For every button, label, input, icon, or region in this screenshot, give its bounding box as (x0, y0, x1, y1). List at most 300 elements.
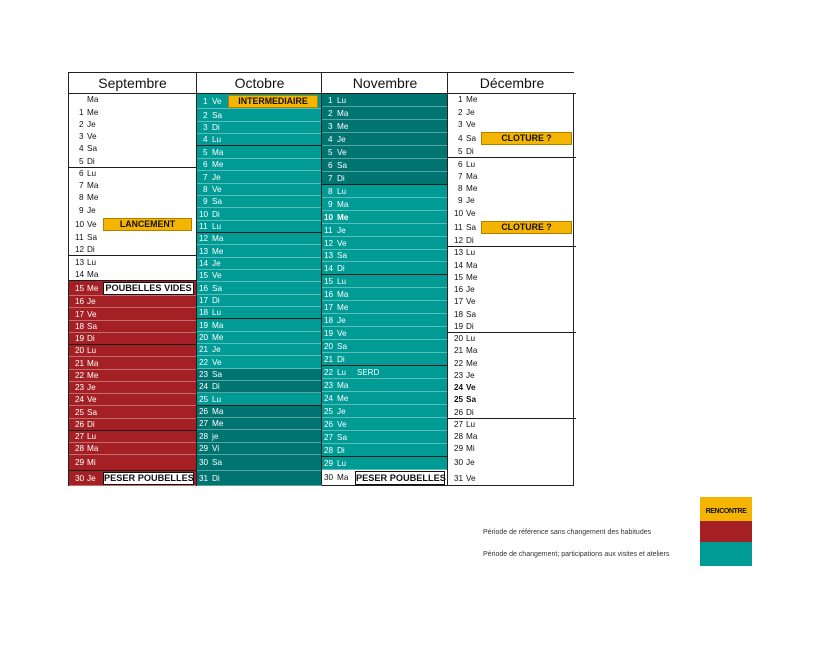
day-cell (322, 366, 448, 379)
day-number: 13 (324, 251, 334, 260)
day-number: 11 (454, 223, 463, 232)
day-weekday: Ma (337, 473, 349, 482)
day-number: 29 (75, 458, 85, 467)
day-cell (197, 270, 322, 282)
day-cell (69, 94, 196, 106)
day-weekday: Di (212, 210, 220, 219)
day-weekday: Me (212, 419, 224, 428)
day-cell (448, 296, 576, 308)
day-number: 28 (75, 444, 85, 453)
day-number: 7 (328, 174, 333, 183)
day-number: 6 (203, 160, 208, 169)
day-number: 10 (75, 220, 85, 229)
day-weekday: Di (466, 147, 474, 156)
day-weekday: Ma (466, 261, 478, 270)
day-number: 14 (454, 261, 464, 270)
day-weekday: Ve (466, 383, 476, 392)
day-cell (197, 233, 322, 245)
day-weekday: Lu (87, 346, 97, 355)
day-cell (322, 250, 448, 262)
day-weekday: Ma (87, 181, 99, 190)
day-cell (322, 172, 448, 185)
day-number: 8 (328, 187, 333, 196)
day-number: 24 (75, 395, 85, 404)
day-cell (197, 356, 322, 369)
day-number: 20 (324, 342, 334, 351)
day-cell (448, 284, 576, 296)
day-cell (448, 308, 576, 321)
day-cell (197, 159, 322, 171)
day-number: 14 (324, 264, 334, 273)
month-column-3 (321, 73, 448, 485)
day-cell (69, 321, 196, 333)
day-cell (69, 192, 196, 204)
day-number: 30 (199, 458, 209, 467)
day-cell (322, 262, 448, 275)
day-weekday: Lu (466, 248, 476, 257)
day-cell (69, 455, 196, 471)
day-cell (448, 272, 576, 284)
day-cell (197, 443, 322, 455)
day-cell (448, 443, 576, 455)
day-cell (197, 245, 322, 258)
day-number: 28 (454, 432, 464, 441)
day-weekday: Di (337, 355, 345, 364)
day-cell (69, 232, 196, 244)
day-cell (69, 131, 196, 143)
day-number: 10 (324, 213, 334, 222)
day-weekday: Ve (466, 297, 476, 306)
day-weekday: Sa (337, 251, 348, 260)
day-cell (448, 471, 576, 486)
day-weekday: Me (466, 95, 478, 104)
day-weekday: Me (466, 184, 478, 193)
day-cell (322, 444, 448, 457)
day-number: 22 (75, 371, 85, 380)
day-number: 18 (75, 322, 85, 331)
day-weekday: Ve (87, 132, 97, 141)
day-weekday: Lu (337, 187, 347, 196)
day-cell (448, 455, 576, 471)
day-cell (197, 282, 322, 295)
day-cell (197, 369, 322, 381)
day-weekday: Lu (466, 420, 476, 429)
day-number: 23 (324, 381, 334, 390)
day-cell (197, 393, 322, 406)
day-cell (322, 133, 448, 146)
day-weekday: Sa (466, 310, 477, 319)
day-cell (448, 119, 576, 131)
month-column-2 (196, 73, 322, 485)
day-cell (197, 332, 322, 344)
event-poubelles-vides: POUBELLES VIDES (103, 282, 194, 295)
day-cell (197, 184, 322, 196)
day-cell (69, 256, 196, 269)
day-number: 23 (75, 383, 85, 392)
day-number: 20 (75, 346, 85, 355)
day-weekday: Me (466, 359, 478, 368)
day-cell (197, 381, 322, 393)
day-cell (197, 258, 322, 270)
day-number: 22 (199, 358, 209, 367)
day-weekday: Me (212, 247, 224, 256)
day-cell (69, 394, 196, 406)
day-cell (322, 198, 448, 211)
day-weekday: Ma (212, 407, 224, 416)
day-number: 19 (75, 334, 85, 343)
day-weekday: Di (87, 334, 95, 343)
day-weekday: Vi (212, 444, 220, 453)
day-number: 27 (454, 420, 464, 429)
day-weekday: je (212, 432, 219, 441)
day-cell (69, 119, 196, 131)
day-cell (69, 345, 196, 357)
day-cell (322, 94, 448, 107)
day-weekday: Je (466, 371, 475, 380)
day-number: 17 (454, 297, 464, 306)
event-cloture-2: CLOTURE ? (481, 221, 572, 234)
day-number: 12 (454, 236, 464, 245)
day-weekday: Ve (466, 474, 476, 483)
day-weekday: Je (212, 345, 221, 354)
day-cell (448, 259, 576, 272)
day-number: 23 (199, 370, 209, 379)
day-weekday: Ve (337, 329, 347, 338)
day-cell (448, 94, 576, 106)
day-number: 24 (454, 383, 464, 392)
day-number: 9 (328, 200, 333, 209)
day-cell (69, 370, 196, 382)
day-number: 4 (328, 135, 333, 144)
day-number: 17 (324, 303, 334, 312)
day-number: 29 (324, 459, 334, 468)
day-weekday: Sa (466, 395, 477, 404)
day-weekday: Je (466, 458, 475, 467)
day-number: 4 (203, 135, 208, 144)
day-weekday: Ma (212, 148, 224, 157)
day-cell (69, 333, 196, 345)
day-number: 24 (199, 382, 209, 391)
day-number: 10 (454, 209, 464, 218)
day-cell (322, 275, 448, 288)
day-cell (448, 382, 576, 394)
day-number: 16 (75, 297, 85, 306)
day-weekday: Je (466, 285, 475, 294)
day-cell (322, 327, 448, 340)
day-weekday: Di (87, 420, 95, 429)
day-cell (69, 244, 196, 256)
day-weekday: Ma (337, 290, 349, 299)
day-number: 13 (454, 248, 464, 257)
day-weekday: Lu (87, 169, 97, 178)
day-weekday: Je (337, 407, 346, 416)
day-number: 22 (324, 368, 334, 377)
day-weekday: Lu (87, 258, 97, 267)
event-intermediaire: INTERMEDIAIRE (228, 95, 318, 108)
day-weekday: Ma (87, 95, 99, 104)
day-weekday: Di (212, 296, 220, 305)
day-cell (69, 308, 196, 321)
month-header: Décembre (448, 73, 576, 94)
day-number: 5 (328, 148, 333, 157)
day-weekday: Ve (337, 420, 347, 429)
day-weekday: Ma (337, 381, 349, 390)
day-number: 25 (75, 408, 85, 417)
day-number: 5 (203, 148, 208, 157)
day-cell (322, 405, 448, 418)
day-weekday: Ve (466, 120, 476, 129)
day-number: 1 (458, 95, 463, 104)
day-number: 30 (324, 473, 334, 482)
day-cell (448, 183, 576, 195)
legend-rencontre-label: RENCONTRE (705, 508, 747, 515)
day-number: 2 (458, 108, 463, 117)
day-weekday: Sa (87, 144, 98, 153)
day-number: 16 (324, 290, 334, 299)
day-cell (448, 345, 576, 357)
day-cell (197, 109, 322, 122)
day-cell (322, 392, 448, 405)
day-number: 31 (199, 474, 209, 483)
day-cell (322, 120, 448, 133)
day-weekday: Je (212, 259, 221, 268)
day-cell (69, 443, 196, 455)
day-weekday: Sa (337, 161, 348, 170)
day-cell (197, 122, 322, 134)
day-cell (69, 106, 196, 119)
day-number: 1 (79, 108, 84, 117)
day-cell (448, 406, 576, 419)
day-number: 27 (75, 432, 85, 441)
day-cell (448, 158, 576, 171)
day-number: 13 (75, 258, 85, 267)
day-weekday: Me (337, 213, 349, 222)
day-number: 3 (328, 122, 333, 131)
day-weekday: Je (337, 316, 346, 325)
day-cell (197, 196, 322, 208)
day-number: 2 (203, 111, 208, 120)
day-weekday: Ma (87, 444, 99, 453)
day-weekday: Ve (212, 185, 222, 194)
day-cell (448, 146, 576, 158)
day-cell (197, 146, 322, 159)
day-weekday: Me (337, 303, 349, 312)
event-peser-sept: PESER POUBELLES (104, 473, 194, 483)
day-number: 1 (328, 96, 333, 105)
day-cell (197, 471, 322, 486)
day-cell (197, 171, 322, 184)
day-cell (197, 455, 322, 471)
day-number: 25 (199, 395, 209, 404)
day-weekday: Ma (212, 234, 224, 243)
day-cell (448, 321, 576, 333)
day-cell (197, 344, 322, 356)
legend-swatch-rencontre (700, 497, 752, 521)
legend-swatch-changement (700, 542, 752, 566)
day-number: 3 (79, 132, 84, 141)
day-number: 24 (324, 394, 334, 403)
day-weekday: Me (87, 108, 99, 117)
month-header: Septembre (69, 73, 196, 94)
day-number: 11 (75, 233, 84, 242)
day-number: 9 (203, 197, 208, 206)
day-cell (448, 235, 576, 247)
day-cell (69, 382, 196, 394)
day-number: 6 (458, 160, 463, 169)
day-weekday: Di (337, 174, 345, 183)
day-cell (448, 370, 576, 382)
day-number: 31 (454, 474, 464, 483)
day-number: 12 (75, 245, 85, 254)
legend-changement-text: Période de changement; participations aux visites et ateliers (483, 551, 670, 558)
day-number: 2 (328, 109, 333, 118)
day-weekday: Lu (87, 432, 97, 441)
day-number: 25 (324, 407, 334, 416)
day-weekday: Ve (87, 310, 97, 319)
day-weekday: Mi (466, 444, 475, 453)
day-number: 22 (454, 359, 464, 368)
day-weekday: Di (212, 123, 220, 132)
day-number: 27 (199, 419, 209, 428)
day-number: 8 (458, 184, 463, 193)
day-cell (197, 295, 322, 307)
day-number: 26 (324, 420, 334, 429)
day-number: 28 (324, 446, 334, 455)
day-weekday: Je (212, 173, 221, 182)
day-number: 11 (324, 226, 333, 235)
day-cell (322, 431, 448, 444)
day-cell (197, 134, 322, 146)
day-weekday: Lu (212, 135, 222, 144)
day-weekday: Ma (212, 321, 224, 330)
day-number: 7 (203, 173, 208, 182)
day-number: 2 (79, 120, 84, 129)
day-weekday: Me (337, 122, 349, 131)
calendar-grid (68, 72, 574, 486)
day-number: 9 (458, 196, 463, 205)
day-number: 7 (458, 172, 463, 181)
day-cell (69, 431, 196, 443)
day-weekday: Ve (212, 271, 222, 280)
day-cell (69, 168, 196, 180)
day-number: 23 (454, 371, 464, 380)
day-weekday: Ma (87, 359, 99, 368)
day-weekday: Ma (466, 432, 478, 441)
day-number: 15 (324, 277, 334, 286)
day-number: 5 (458, 147, 463, 156)
day-weekday: Ma (466, 346, 478, 355)
day-weekday: Ve (212, 97, 222, 106)
day-cell (69, 204, 196, 217)
day-weekday: Lu (466, 160, 476, 169)
day-cell (322, 340, 448, 353)
day-weekday: Je (466, 108, 475, 117)
day-weekday: Me (212, 333, 224, 342)
day-weekday: Ve (87, 395, 97, 404)
day-number: 6 (79, 169, 84, 178)
event-lancement: LANCEMENT (103, 218, 192, 231)
day-weekday: Ve (337, 239, 347, 248)
legend-reference-text: Période de référence sans changement des habitudes (483, 529, 652, 536)
day-weekday: Je (337, 226, 346, 235)
event-peser-nov: PESER POUBELLES (356, 473, 446, 483)
day-number: 5 (79, 157, 84, 166)
day-weekday: Me (466, 273, 478, 282)
day-number: 9 (79, 206, 84, 215)
day-weekday: Di (212, 382, 220, 391)
day-weekday: Di (337, 446, 345, 455)
legend-swatch-reference (700, 521, 752, 542)
day-number: 21 (199, 345, 209, 354)
day-weekday: Sa (212, 458, 223, 467)
day-cell (322, 379, 448, 392)
day-weekday: Lu (212, 308, 222, 317)
day-cell (69, 155, 196, 168)
day-cell (322, 418, 448, 431)
day-number: 6 (328, 161, 333, 170)
day-weekday: Me (337, 394, 349, 403)
day-number: 17 (199, 296, 209, 305)
day-number: 20 (199, 333, 209, 342)
day-cell (448, 247, 576, 259)
day-weekday: Ve (87, 220, 97, 229)
day-weekday: Sa (466, 134, 477, 143)
day-number: 1 (203, 97, 208, 106)
day-cell (197, 418, 322, 430)
day-cell (69, 406, 196, 419)
day-weekday: Di (87, 157, 95, 166)
day-cell (322, 314, 448, 327)
day-number: 13 (199, 247, 209, 256)
day-cell (197, 208, 322, 221)
day-number: 16 (199, 284, 209, 293)
day-weekday: Sa (87, 233, 98, 242)
day-weekday: Di (87, 245, 95, 254)
day-number: 12 (199, 234, 209, 243)
day-number: 29 (199, 444, 209, 453)
day-weekday: Je (87, 383, 96, 392)
day-cell (197, 319, 322, 332)
day-number: 8 (79, 193, 84, 202)
day-weekday: Je (87, 120, 96, 129)
day-number: 20 (454, 334, 464, 343)
day-weekday: Lu (337, 368, 347, 377)
day-number: 14 (199, 259, 209, 268)
event-cloture-1: CLOTURE ? (481, 132, 572, 145)
day-cell (322, 237, 448, 250)
day-weekday: Je (337, 135, 346, 144)
day-number: 15 (454, 273, 464, 282)
day-number: 15 (75, 284, 85, 293)
day-cell (197, 307, 322, 319)
day-number: 30 (454, 458, 464, 467)
day-cell (448, 431, 576, 443)
day-number: 3 (203, 123, 208, 132)
month-header: Octobre (197, 73, 322, 94)
day-weekday: Sa (212, 197, 223, 206)
day-weekday: Ma (337, 200, 349, 209)
day-number: 15 (199, 271, 209, 280)
day-weekday: Sa (337, 433, 348, 442)
day-cell (322, 353, 448, 366)
day-weekday: Lu (466, 334, 476, 343)
day-weekday: Ve (466, 209, 476, 218)
day-cell (322, 301, 448, 314)
day-number: 16 (454, 285, 464, 294)
day-number: 21 (75, 359, 85, 368)
day-cell (448, 357, 576, 370)
day-number: 18 (199, 308, 209, 317)
